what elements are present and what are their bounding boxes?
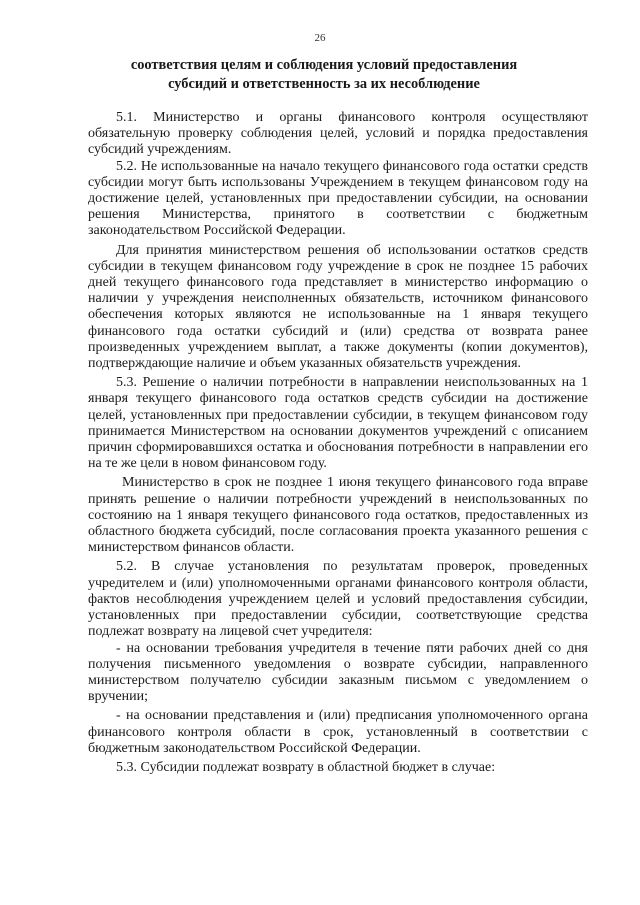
paragraph-5-3-decision: 5.3. Решение о наличии потребности в направлении неиспользованных на 1 января текущего финансового года остатков средств субсидии на достижение целей, установленных при предоставлении субсидии, в текущем финансовом году принимается Министерством на основании документов учреждений с описанием причин сформировавшихся остатка и обоснования потребности в направлении его на те же цели в новом финансовом году. bbox=[88, 375, 588, 472]
paragraph-ministry-deadline: Министерство в срок не позднее 1 июня текущего финансового года вправе принять решение о наличии потребности учреждений в неиспользованных по состоянию на 1 января текущего финансового года остатков, предоставленных из областного бюджета субсидий, после согласования проекта указанного решения с министерством финансов области. bbox=[88, 475, 588, 556]
page-number: 26 bbox=[314, 32, 326, 44]
heading-line-1: соответствия целям и соблюдения условий предоставления bbox=[130, 57, 518, 73]
paragraph-5-2-remainders: 5.2. Не использованные на начало текущего финансового года остатки средств субсидии могут быть использованы Учреждением в текущем финансовом году на достижение целей, установленных при предоставлении субсидии, на основании решения Министерства, принятого в соответствии с бюджетным законодательством Российской Федерации. bbox=[88, 158, 588, 239]
list-item-founder-requirement: - на основании требования учредителя в течение пяти рабочих дней со дня получения письменного уведомления о возврате субсидии, направленного министерством получателю субсидии заказным письмом с уведомлением о вручении; bbox=[88, 640, 588, 705]
document-body bbox=[88, 110, 588, 776]
heading-line-2: субсидий и ответственность за их несоблюдение bbox=[168, 76, 480, 92]
paragraph-decision-procedure: Для принятия министерством решения об использовании остатков средств субсидии в текущем финансовом году учреждение в срок не позднее 15 рабочих дней текущего финансового года представляет в министерство информацию о наличии у учреждения неисполненных обязательств, источником финансового обеспечения которых являются не использованные на 1 января текущего финансового года остатки субсидий и (или) средства от возврата ранее произведенных учреждением выплат, а также документы (копии документов), подтверждающие наличие и объем указанных обязательств учреждения. bbox=[88, 242, 588, 372]
paragraph-5-3-return: 5.3. Субсидии подлежат возврату в областной бюджет в случае: bbox=[116, 759, 496, 775]
paragraph-5-2-violations: 5.2. В случае установления по результатам проверок, проведенных учредителем и (или) уполномоченными органами финансового контроля области, фактов несоблюдения учреждением целей и условий предоставления субсидии, установленных при предоставлении субсидии, соответствующие средства подлежат возврату на лицевой счет учредителя: bbox=[88, 559, 588, 640]
paragraph-5-1: 5.1. Министерство и органы финансового контроля осуществляют обязательную проверку соблюдения целей, условий и порядка предоставления субсидий учреждениям. bbox=[88, 110, 588, 158]
section-heading bbox=[60, 56, 588, 94]
list-item-control-body-order: - на основании представления и (или) предписания уполномоченного органа финансового контроля области в срок, установленный в соответствии с бюджетным законодательством Российской Федерации. bbox=[88, 708, 588, 756]
